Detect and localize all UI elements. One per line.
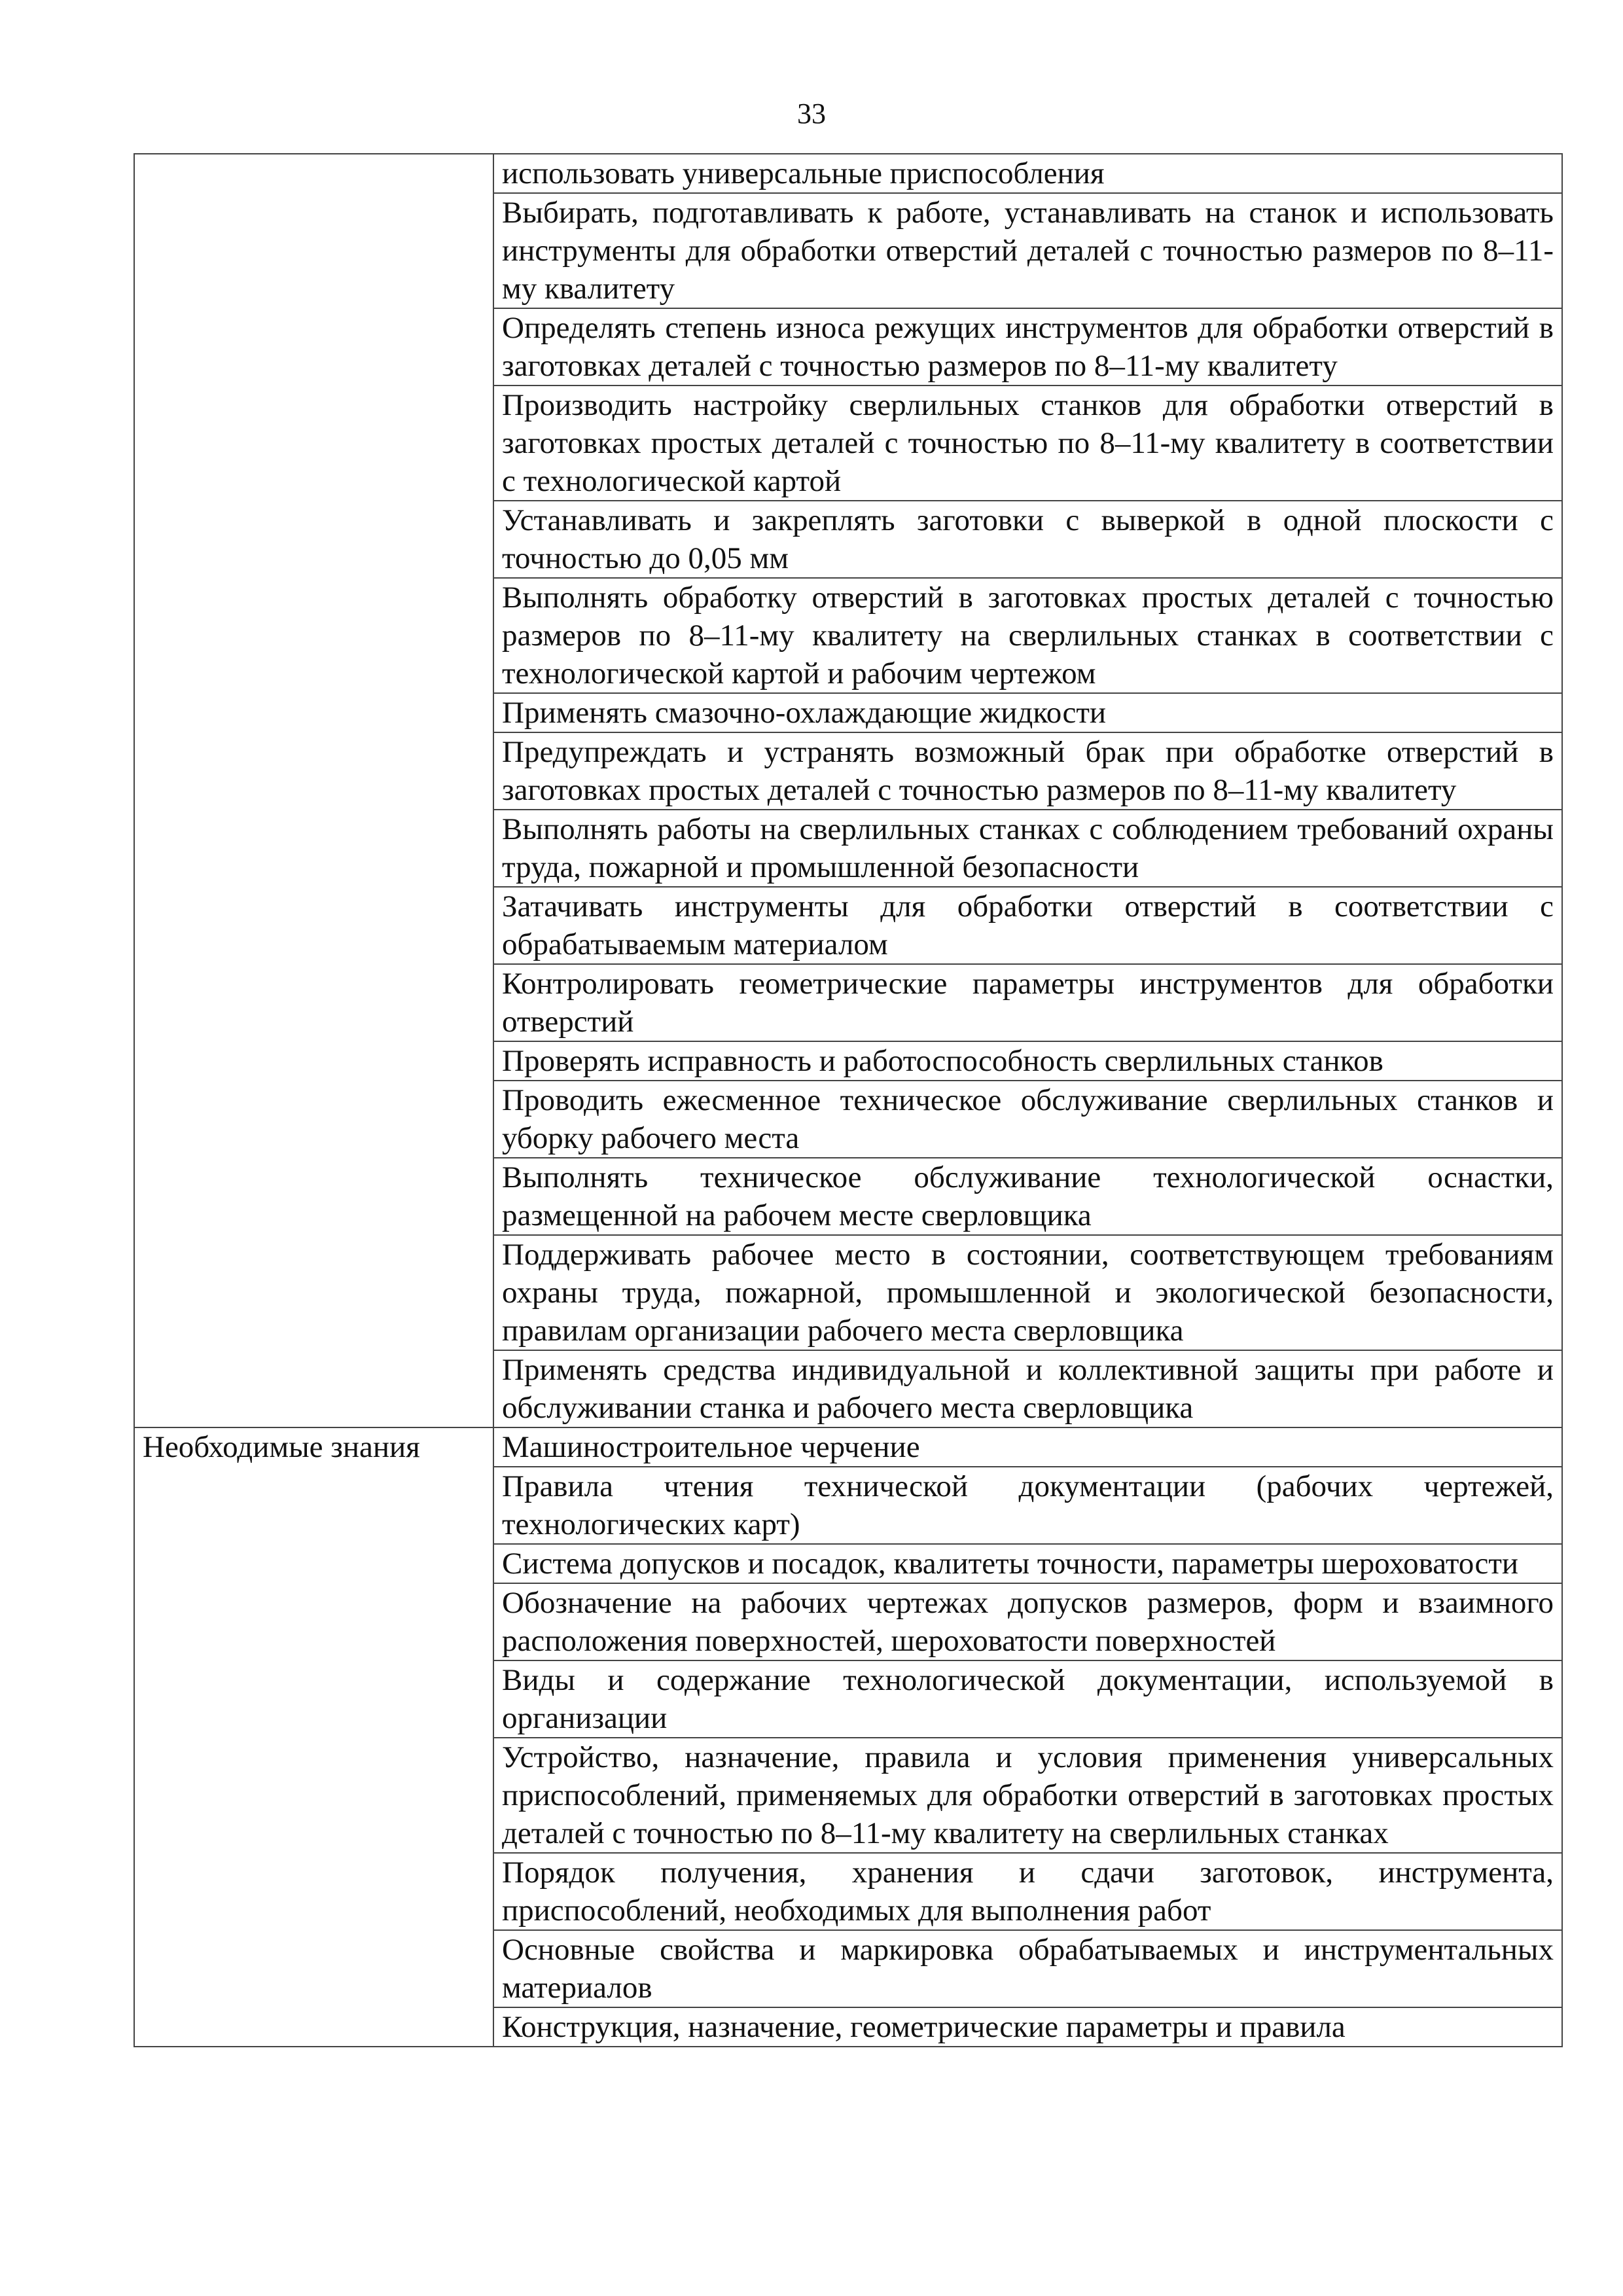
knowledge-text: Обозначение на рабочих чертежах допусков размеров, форм и взаимного расположения поверхностей, шероховатости поверхностей — [493, 1583, 1562, 1660]
skill-text: Проверять исправность и работоспособность сверлильных станков — [493, 1041, 1562, 1081]
skill-text: Предупреждать и устранять возможный брак при обработке отверстий в заготовках простых деталей с точностью размеров по 8–11-му квалитету — [493, 732, 1562, 810]
knowledge-text: Система допусков и посадок, квалитеты точности, параметры шероховатости — [493, 1544, 1562, 1583]
skills-label-cell — [134, 154, 493, 1427]
knowledge-text: Виды и содержание технологической документации, используемой в организации — [493, 1660, 1562, 1738]
knowledge-text: Правила чтения технической документации (рабочих чертежей, технологических карт) — [493, 1467, 1562, 1544]
knowledge-section — [134, 1427, 1562, 2047]
knowledge-text: Машиностроительное черчение — [493, 1427, 1562, 1467]
skill-text: Применять средства индивидуальной и коллективной защиты при работе и обслуживании станка и рабочего места сверловщика — [493, 1350, 1562, 1427]
skill-text: Выполнять обработку отверстий в заготовках простых деталей с точностью размеров по 8–11-му квалитету на сверлильных станках в соответствии с технологической картой и рабочим чертежом — [493, 578, 1562, 693]
skill-text: Устанавливать и закреплять заготовки с выверкой в одной плоскости с точностью до 0,05 мм — [493, 501, 1562, 578]
knowledge-text: Основные свойства и маркировка обрабатываемых и инструментальных материалов — [493, 1930, 1562, 2007]
knowledge-label: Необходимые знания — [134, 1427, 493, 2047]
knowledge-text: Устройство, назначение, правила и условия применения универсальных приспособлений, применяемых для обработки отверстий в заготовках простых деталей с точностью по 8–11-му квалитету на сверлильных станках — [493, 1738, 1562, 1853]
knowledge-row — [134, 1427, 1562, 1467]
skill-text: Проводить ежесменное техническое обслуживание сверлильных станков и уборку рабочего места — [493, 1081, 1562, 1158]
knowledge-text: Конструкция, назначение, геометрические параметры и правила — [493, 2007, 1562, 2047]
skill-text: использовать универсальные приспособления — [493, 154, 1562, 193]
skill-text: Затачивать инструменты для обработки отверстий в соответствии с обрабатываемым материалом — [493, 887, 1562, 964]
skill-text: Производить настройку сверлильных станков для обработки отверстий в заготовках простых деталей с точностью по 8–11-му квалитету в соответствии с технологической картой — [493, 386, 1562, 501]
skill-text: Поддерживать рабочее место в состоянии, соответствующем требованиям охраны труда, пожарной, промышленной и экологической безопасности, правилам организации рабочего места сверловщика — [493, 1235, 1562, 1350]
skill-text: Применять смазочно-охлаждающие жидкости — [493, 693, 1562, 732]
skill-text: Выполнять работы на сверлильных станках с соблюдением требований охраны труда, пожарной и промышленной безопасности — [493, 810, 1562, 887]
skills-section — [134, 154, 1562, 1427]
skill-text: Определять степень износа режущих инструментов для обработки отверстий в заготовках деталей с точностью размеров по 8–11-му квалитету — [493, 308, 1562, 386]
skill-text: Выполнять техническое обслуживание технологической оснастки, размещенной на рабочем месте сверловщика — [493, 1158, 1562, 1235]
page-number: 33 — [797, 98, 826, 130]
competency-table — [134, 153, 1563, 2047]
skill-text: Контролировать геометрические параметры инструментов для обработки отверстий — [493, 964, 1562, 1041]
skill-text: Выбирать, подготавливать к работе, устанавливать на станок и использовать инструменты для обработки отверстий деталей с точностью размеров по 8–11-му квалитету — [493, 193, 1562, 308]
knowledge-text: Порядок получения, хранения и сдачи заготовок, инструмента, приспособлений, необходимых для выполнения работ — [493, 1853, 1562, 1930]
skills-row — [134, 154, 1562, 193]
